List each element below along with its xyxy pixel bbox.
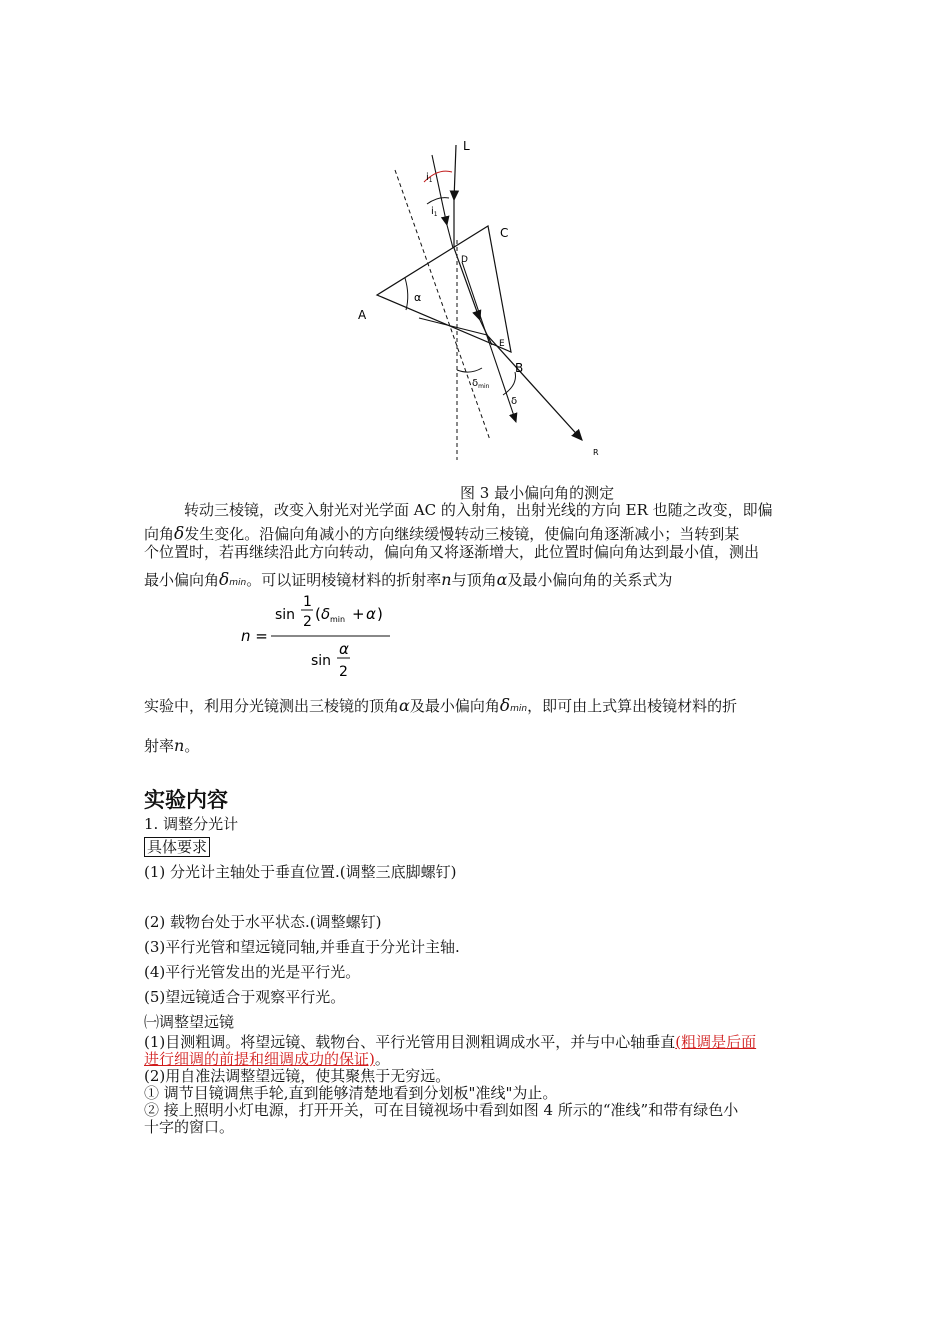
normal-line-d [395, 170, 490, 440]
angle-arc-i1b [427, 198, 449, 204]
step-2-2-line-2: 十字的窗口。 [144, 1118, 235, 1136]
emergent-ray [487, 335, 582, 440]
paragraph-line-1: 转动三棱镜，改变入射光对光学面 AC 的入射角，出射光线的方向 ER 也随之改变，即偏 [184, 501, 773, 519]
paragraph2-line-2: 射率n。 [144, 736, 200, 755]
section-heading: 实验内容 [144, 788, 228, 812]
red-note-2: 进行细调的前提和细调成功的保证) [144, 1050, 375, 1068]
figure-caption: 图 3 最小偏向角的测定 [460, 484, 615, 502]
label-B: B [515, 361, 524, 375]
requirements-box-label: 具体要求 [144, 837, 210, 857]
formula-delta: δ [321, 605, 331, 623]
formula-sin-num: sin [275, 607, 296, 623]
requirement-1: (1) 分光计主轴处于垂直位置.(调整三底脚螺钉) [144, 863, 457, 881]
step-2-2-line-1: ② 接上照明小灯电源，打开开关，可在目镜视场中看到如图 4 所示的“准线”和带有绿色小 [144, 1101, 739, 1119]
label-E: E [499, 339, 505, 349]
red-note-1: (粗调是后面 [675, 1033, 757, 1051]
paragraph-line-4: 最小偏向角δmin。可以证明棱镜材料的折射率n与顶角α及最小偏向角的关系式为 [144, 570, 673, 590]
symbol-delta-min: δmin [219, 570, 247, 590]
formula-paren-open: ( [315, 605, 321, 623]
formula-den-two: 2 [339, 664, 348, 680]
prism-min-deviation-diagram [340, 130, 620, 470]
angle-arc-delta-min [457, 368, 482, 372]
formula-paren-close: ) [377, 605, 383, 623]
angle-arc-alpha [405, 278, 408, 310]
symbol-alpha-2: α [399, 696, 410, 715]
step-1-line-2: 进行细调的前提和细调成功的保证)。 [144, 1050, 390, 1068]
label-delta: δ [511, 396, 518, 407]
prism-triangle [377, 226, 511, 352]
label-D: D [461, 255, 468, 265]
refractive-index-formula [235, 590, 400, 682]
paragraph2-line-1: 实验中，利用分光镜测出三棱镜的顶角α及最小偏向角δmin，即可由上式算出棱镜材料的折 [144, 696, 738, 716]
requirement-4: (4)平行光管发出的光是平行光。 [144, 963, 361, 981]
symbol-n: n [441, 570, 452, 589]
label-i1b: $i_1$ [431, 206, 438, 218]
formula-lhs: n = [241, 627, 268, 645]
formula-plus: + [352, 605, 365, 623]
requirement-2: (2) 载物台处于水平状态.(调整螺钉) [144, 913, 382, 931]
paragraph-line-2: 向角δ发生变化。沿偏向角减小的方向继续缓慢转动三棱镜，使偏向角逐渐减小；当转到某 [144, 524, 740, 544]
label-alpha: α [414, 291, 422, 304]
label-delta-min: $\delta_{min}$ [472, 378, 490, 390]
item-1-title: 1. 调整分光计 [144, 815, 239, 833]
paragraph-line-3: 个位置时，若再继续沿此方向转动，偏向角又将逐渐增大，此位置时偏向角达到最小值，测出 [144, 543, 760, 561]
formula-sin-den: sin [311, 653, 332, 669]
sub-heading-telescope: ㈠调整望远镜 [144, 1013, 235, 1031]
requirement-5: (5)望远镜适合于观察平行光。 [144, 988, 346, 1006]
formula-two: 2 [303, 614, 312, 630]
step-2-1: ① 调节目镜调焦手轮,直到能够清楚地看到分划板"准线"为止。 [144, 1084, 558, 1102]
step-1-line-1: (1)目测粗调。将望远镜、载物台、平行光管用目测粗调成水平，并与中心轴垂直(粗调是后面 [144, 1033, 757, 1051]
formula-min-sub: min [330, 615, 346, 624]
incident-ray [454, 145, 456, 200]
formula-den-alpha: α [339, 640, 349, 658]
symbol-delta-min-2: δmin [499, 696, 528, 716]
requirement-3: (3)平行光管和望远镜同轴,并垂直于分光计主轴. [144, 938, 460, 956]
symbol-n-2: n [174, 736, 185, 755]
step-2: (2)用自准法调整望远镜，使其聚焦于无穷远。 [144, 1067, 451, 1085]
label-A: A [358, 308, 367, 322]
label-C: C [500, 226, 509, 240]
label-L: L [463, 139, 470, 153]
symbol-alpha: α [496, 570, 508, 589]
symbol-delta: δ [174, 524, 185, 544]
formula-one: 1 [303, 594, 312, 610]
label-R: R [593, 448, 599, 457]
formula-alpha: α [366, 605, 376, 623]
deflected-ray-short [462, 262, 516, 422]
label-i1: $i_1$ [426, 172, 433, 184]
angle-arc-delta [503, 372, 516, 395]
